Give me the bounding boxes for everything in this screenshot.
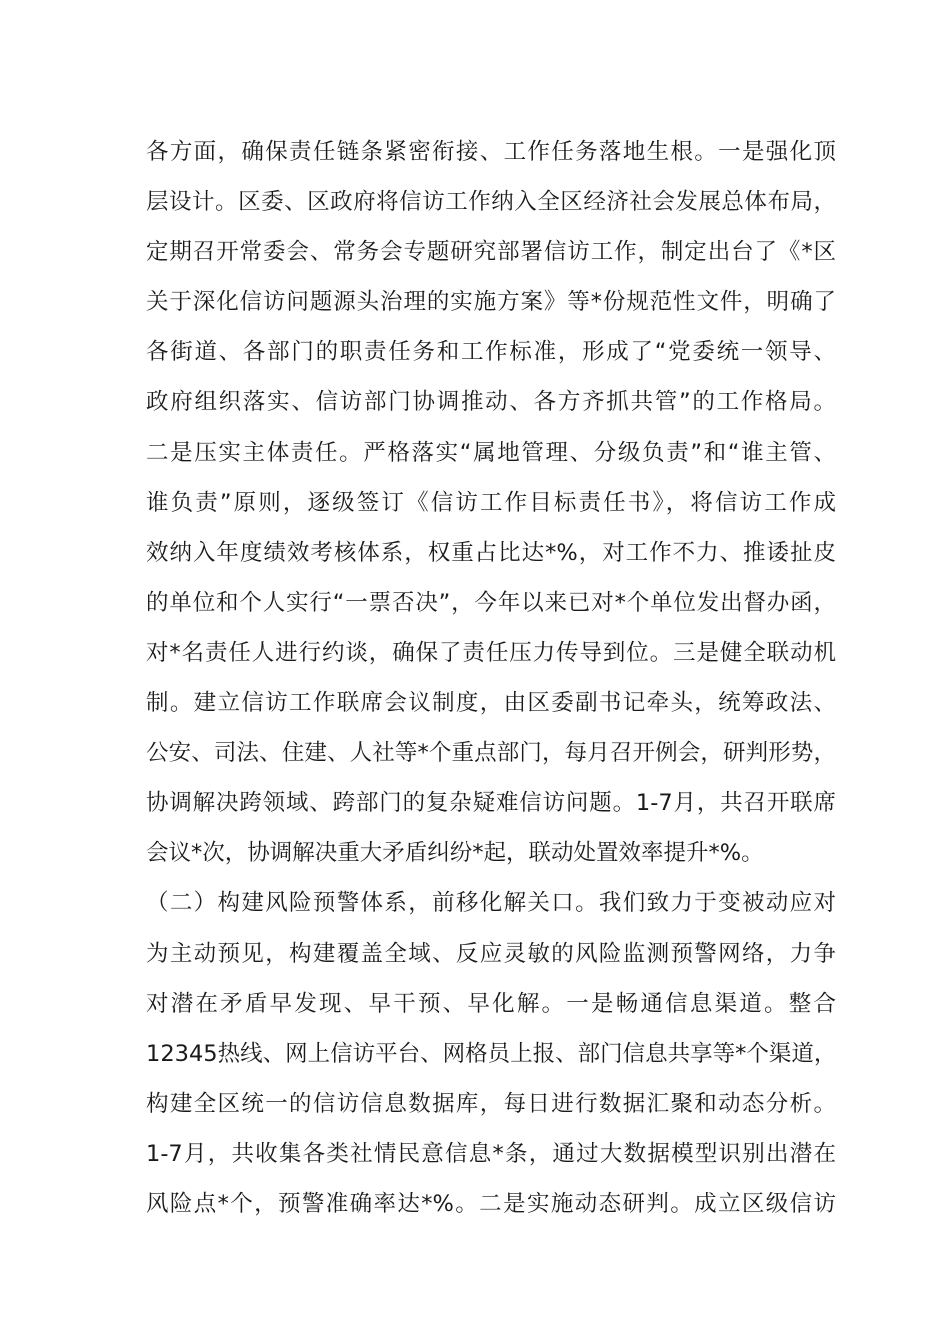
- text-line: 层设计。区委、区政府将信访工作纳入全区经济社会发展总体布局，: [146, 189, 836, 216]
- text-line: 会议*次，协调解决重大矛盾纠纷*起，联动处置效率提升*%。: [146, 840, 764, 867]
- text-line: 为主动预见，构建覆盖全域、反应灵敏的风险监测预警网络，力争: [146, 940, 836, 967]
- body-text: [146, 133, 836, 1235]
- text-line: 构建全区统一的信访信息数据库，每日进行数据汇聚和动态分析。: [146, 1090, 836, 1117]
- text-line: 政府组织落实、信访部门协调推动、各方齐抓共管”的工作格局。: [146, 389, 836, 416]
- text-line: 谁负责”原则，逐级签订《信访工作目标责任书》，将信访工作成: [146, 489, 836, 516]
- text-line: 关于深化信访问题源头治理的实施方案》等*份规范性文件，明确了: [146, 289, 836, 316]
- text-line: 二是压实主体责任。严格落实“属地管理、分级负责”和“谁主管、: [146, 439, 836, 466]
- text-line: 各街道、各部门的职责任务和工作标准，形成了“党委统一领导、: [146, 339, 836, 366]
- text-line: 1-7月，共收集各类社情民意信息*条，通过大数据模型识别出潜在: [146, 1140, 836, 1167]
- text-line: 协调解决跨领域、跨部门的复杂疑难信访问题。1-7月，共召开联席: [146, 790, 836, 817]
- text-line: （二）构建风险预警体系，前移化解关口。我们致力于变被动应对: [146, 890, 836, 917]
- text-line: 对*名责任人进行约谈，确保了责任压力传导到位。三是健全联动机: [146, 639, 836, 666]
- text-line: 12345热线、网上信访平台、网格员上报、部门信息共享等*个渠道，: [146, 1040, 836, 1067]
- text-line: 公安、司法、住建、人社等*个重点部门，每月召开例会，研判形势，: [146, 740, 836, 767]
- text-line: 的单位和个人实行“一票否决”，今年以来已对*个单位发出督办函，: [146, 589, 836, 616]
- text-line: 对潜在矛盾早发现、早干预、早化解。一是畅通信息渠道。整合: [146, 990, 836, 1017]
- text-line: 制。建立信访工作联席会议制度，由区委副书记牵头，统筹政法、: [146, 690, 836, 717]
- text-line: 风险点*个，预警准确率达*%。二是实施动态研判。成立区级信访: [146, 1190, 836, 1217]
- text-line: 效纳入年度绩效考核体系，权重占比达*%，对工作不力、推诿扯皮: [146, 539, 836, 566]
- text-line: 各方面，确保责任链条紧密衔接、工作任务落地生根。一是强化顶: [146, 139, 836, 165]
- text-line: 定期召开常委会、常务会专题研究部署信访工作，制定出台了《*区: [146, 239, 836, 266]
